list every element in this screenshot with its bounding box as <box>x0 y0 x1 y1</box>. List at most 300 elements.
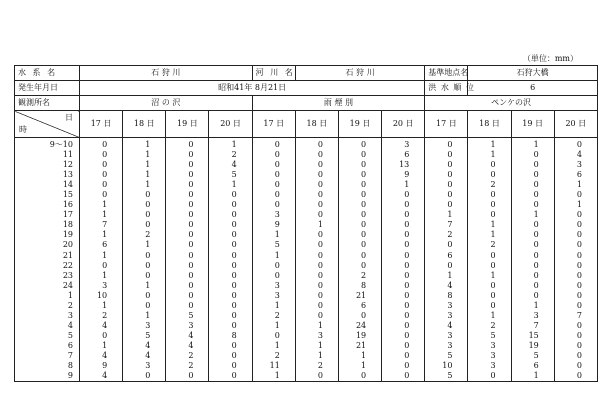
rainfall-value: 0 <box>576 371 582 381</box>
rainfall-value: 0 <box>274 180 280 190</box>
rainfall-value: 8 <box>361 280 367 290</box>
rainfall-value: 1 <box>533 140 539 149</box>
rainfall-value: 0 <box>102 150 108 160</box>
rainfall-value: 1 <box>145 180 151 190</box>
rainfall-value: 1 <box>490 230 496 240</box>
rainfall-value: 1 <box>274 320 280 330</box>
rainfall-value: 1 <box>576 200 582 210</box>
rainfall-value: 0 <box>533 230 539 240</box>
hour-label: 19 <box>62 230 73 240</box>
value-column <box>511 138 554 382</box>
day-header: 17 日 <box>80 111 123 138</box>
rainfall-value: 1 <box>447 210 453 220</box>
rainfall-value: 0 <box>533 260 539 270</box>
river-system-value: 石 狩 川 <box>80 66 253 81</box>
rainfall-value: 0 <box>231 210 237 220</box>
rainfall-value: 1 <box>317 350 323 360</box>
rainfall-value: 7 <box>576 310 582 320</box>
rainfall-value: 0 <box>231 250 237 260</box>
rainfall-value: 0 <box>102 140 108 149</box>
rainfall-value: 0 <box>188 270 194 280</box>
rainfall-value: 0 <box>102 330 108 340</box>
rainfall-value: 0 <box>361 170 367 180</box>
rainfall-value: 0 <box>533 250 539 260</box>
value-column <box>338 138 381 382</box>
rainfall-value: 0 <box>447 260 453 270</box>
rainfall-value: 0 <box>188 290 194 300</box>
rainfall-value: 0 <box>447 170 453 180</box>
rainfall-value: 3 <box>404 140 410 149</box>
station-name: ペンケの沢 <box>425 96 598 111</box>
value-column <box>425 138 468 382</box>
rainfall-value: 3 <box>188 320 194 330</box>
rainfall-value: 0 <box>361 140 367 149</box>
rainfall-value: 0 <box>145 210 151 220</box>
rainfall-value: 0 <box>576 240 582 250</box>
rainfall-value: 4 <box>188 330 194 340</box>
rainfall-value: 0 <box>274 330 280 340</box>
rainfall-value: 3 <box>447 340 453 350</box>
rainfall-value: 0 <box>361 230 367 240</box>
rainfall-value: 1 <box>145 280 151 290</box>
rainfall-value: 0 <box>317 270 323 280</box>
rainfall-value: 0 <box>576 210 582 220</box>
hour-label: 9 <box>67 371 73 381</box>
rainfall-value: 0 <box>231 361 237 371</box>
rainfall-value: 0 <box>317 140 323 149</box>
rainfall-value: 19 <box>528 340 539 350</box>
rainfall-value: 3 <box>447 310 453 320</box>
rainfall-value: 0 <box>361 150 367 160</box>
rainfall-value: 2 <box>447 230 453 240</box>
rainfall-value: 0 <box>188 210 194 220</box>
rainfall-value: 1 <box>145 310 151 320</box>
day-header: 18 日 <box>295 111 338 138</box>
rainfall-value: 2 <box>361 270 367 280</box>
rainfall-value: 5 <box>231 170 237 180</box>
header-row-2 <box>15 81 598 96</box>
rainfall-value: 0 <box>404 320 410 330</box>
rainfall-value: 1 <box>102 250 108 260</box>
rainfall-value: 1 <box>145 140 151 149</box>
rainfall-value: 1 <box>102 230 108 240</box>
day-header: 18 日 <box>123 111 166 138</box>
rainfall-value: 0 <box>231 290 237 300</box>
rainfall-value: 0 <box>274 170 280 180</box>
hour-label: 8 <box>67 361 73 371</box>
rainfall-value: 9 <box>102 361 108 371</box>
flood-rank-label: 洪 水 順 位 <box>425 81 468 96</box>
rainfall-value: 0 <box>404 190 410 200</box>
rainfall-value: 1 <box>447 270 453 280</box>
rainfall-value: 9 <box>404 170 410 180</box>
rainfall-value: 1 <box>317 220 323 230</box>
flood-rank-value: 6 <box>468 81 597 96</box>
hour-label: 24 <box>62 280 73 290</box>
rainfall-value: 6 <box>447 250 453 260</box>
rainfall-value: 0 <box>533 290 539 300</box>
rainfall-value: 4 <box>231 160 237 170</box>
date-value: 昭和41年 8月21日 <box>80 81 425 96</box>
rainfall-value: 1 <box>102 340 108 350</box>
rainfall-value: 10 <box>442 361 453 371</box>
rainfall-value: 3 <box>447 300 453 310</box>
rainfall-value: 0 <box>188 250 194 260</box>
header-row-1 <box>15 66 598 81</box>
rainfall-value: 1 <box>317 320 323 330</box>
rainfall-value: 0 <box>188 140 194 149</box>
rainfall-value: 0 <box>317 230 323 240</box>
rainfall-value: 13 <box>399 160 410 170</box>
rainfall-value: 0 <box>274 260 280 270</box>
station-row <box>15 96 598 111</box>
rainfall-value: 0 <box>404 260 410 270</box>
rainfall-value: 0 <box>231 200 237 210</box>
rainfall-value: 0 <box>404 350 410 360</box>
rainfall-value: 0 <box>404 240 410 250</box>
value-column <box>123 138 166 382</box>
rainfall-value: 0 <box>231 270 237 280</box>
rainfall-value: 0 <box>404 330 410 340</box>
rainfall-value: 0 <box>404 200 410 210</box>
rainfall-value: 1 <box>274 300 280 310</box>
rainfall-value: 2 <box>274 350 280 360</box>
rainfall-value: 0 <box>188 160 194 170</box>
rainfall-value: 0 <box>188 150 194 160</box>
rainfall-value: 0 <box>404 270 410 280</box>
rainfall-value: 0 <box>102 260 108 270</box>
value-column <box>252 138 295 382</box>
rainfall-value: 0 <box>361 371 367 381</box>
rainfall-value: 0 <box>576 250 582 260</box>
rainfall-value: 0 <box>576 140 582 149</box>
rainfall-value: 5 <box>447 371 453 381</box>
value-column <box>209 138 252 382</box>
rainfall-value: 0 <box>145 260 151 270</box>
hour-label: 15 <box>62 190 73 200</box>
rainfall-value: 0 <box>533 240 539 250</box>
rainfall-value: 0 <box>404 280 410 290</box>
rainfall-value: 1 <box>533 300 539 310</box>
rainfall-value: 0 <box>188 220 194 230</box>
rainfall-value: 0 <box>274 200 280 210</box>
hour-label: 6 <box>67 340 73 350</box>
rainfall-value: 0 <box>490 200 496 210</box>
station-name: 雨 煙 別 <box>252 96 425 111</box>
rainfall-value: 0 <box>231 240 237 250</box>
rainfall-value: 0 <box>533 160 539 170</box>
rainfall-value: 0 <box>490 160 496 170</box>
day-header: 19 日 <box>338 111 381 138</box>
rainfall-value: 3 <box>102 280 108 290</box>
day-header: 20 日 <box>382 111 425 138</box>
rainfall-value: 0 <box>145 270 151 280</box>
rainfall-value: 0 <box>188 230 194 240</box>
rainfall-value: 19 <box>355 330 367 340</box>
rainfall-value: 0 <box>188 190 194 200</box>
rainfall-value: 6 <box>576 170 582 180</box>
rainfall-value: 0 <box>490 371 496 381</box>
rainfall-value: 0 <box>576 270 582 280</box>
rainfall-value: 3 <box>145 320 151 330</box>
rainfall-value: 0 <box>404 230 410 240</box>
rainfall-value: 1 <box>274 230 280 240</box>
rainfall-value: 7 <box>102 220 108 230</box>
rainfall-value: 0 <box>490 190 496 200</box>
rainfall-value: 11 <box>269 361 280 371</box>
rainfall-value: 2 <box>188 361 194 371</box>
rainfall-value: 0 <box>447 190 453 200</box>
rainfall-value: 1 <box>274 371 280 381</box>
rainfall-value: 0 <box>188 240 194 250</box>
rainfall-value: 0 <box>102 180 108 190</box>
rainfall-value: 0 <box>317 300 323 310</box>
hour-label: 22 <box>62 260 73 270</box>
rainfall-value: 6 <box>102 240 108 250</box>
rainfall-value: 3 <box>576 160 582 170</box>
rainfall-value: 0 <box>361 180 367 190</box>
rainfall-value: 0 <box>317 250 323 260</box>
rainfall-value: 0 <box>145 290 151 300</box>
rainfall-value: 1 <box>145 170 151 180</box>
rainfall-value: 5 <box>533 350 539 360</box>
day-header: 20 日 <box>209 111 252 138</box>
rainfall-value: 0 <box>490 250 496 260</box>
rainfall-value: 0 <box>231 190 237 200</box>
rainfall-value: 1 <box>274 340 280 350</box>
rainfall-value: 1 <box>317 340 323 350</box>
hour-column <box>15 138 80 382</box>
rainfall-value: 3 <box>490 361 496 371</box>
rainfall-value: 0 <box>533 200 539 210</box>
rainfall-value: 1 <box>404 180 410 190</box>
rainfall-value: 4 <box>102 371 108 381</box>
hour-label: 20 <box>62 240 73 250</box>
rainfall-value: 2 <box>145 230 151 240</box>
rainfall-value: 0 <box>404 361 410 371</box>
rainfall-value: 0 <box>533 190 539 200</box>
rainfall-value: 0 <box>274 270 280 280</box>
rainfall-value: 0 <box>145 220 151 230</box>
rainfall-value: 5 <box>447 350 453 360</box>
rainfall-value: 0 <box>188 200 194 210</box>
rainfall-value: 3 <box>317 330 323 340</box>
rainfall-value: 3 <box>274 280 280 290</box>
rainfall-value: 1 <box>231 180 237 190</box>
rainfall-value: 0 <box>490 260 496 270</box>
rainfall-value: 0 <box>231 350 237 360</box>
rainfall-value: 0 <box>447 180 453 190</box>
rainfall-value: 0 <box>576 361 582 371</box>
river-name-value: 石 狩 川 <box>295 66 424 81</box>
rainfall-value: 1 <box>231 140 237 149</box>
rainfall-value: 0 <box>274 150 280 160</box>
rainfall-value: 0 <box>447 160 453 170</box>
rainfall-value: 4 <box>447 280 453 290</box>
rainfall-value: 2 <box>490 320 496 330</box>
rainfall-value: 2 <box>188 350 194 360</box>
rainfall-value: 0 <box>145 200 151 210</box>
rainfall-value: 4 <box>145 340 151 350</box>
hour-label: 2 <box>67 300 73 310</box>
value-column <box>554 138 597 382</box>
rainfall-value: 0 <box>102 170 108 180</box>
rainfall-value: 5 <box>145 330 151 340</box>
rainfall-value: 0 <box>404 340 410 350</box>
hourly-data-row <box>15 138 598 382</box>
rainfall-value: 6 <box>533 361 539 371</box>
rainfall-value: 1 <box>533 371 539 381</box>
rainfall-value: 4 <box>576 150 582 160</box>
rainfall-value: 5 <box>274 240 280 250</box>
hour-label: 14 <box>62 180 73 190</box>
rainfall-value: 0 <box>576 260 582 270</box>
rainfall-value: 0 <box>576 230 582 240</box>
date-label: 発生年月日 <box>15 81 80 96</box>
hour-label: 13 <box>62 170 73 180</box>
rainfall-value: 1 <box>102 210 108 220</box>
rainfall-value: 0 <box>317 260 323 270</box>
rainfall-value: 3 <box>490 340 496 350</box>
rainfall-value: 1 <box>145 150 151 160</box>
rainfall-value: 1 <box>490 220 496 230</box>
rainfall-value: 4 <box>447 320 453 330</box>
rainfall-value: 0 <box>490 300 496 310</box>
hour-label: 5 <box>67 330 73 340</box>
rainfall-value: 0 <box>533 270 539 280</box>
rainfall-value: 0 <box>576 350 582 360</box>
rainfall-value: 0 <box>533 180 539 190</box>
rainfall-value: 0 <box>274 140 280 149</box>
rainfall-value: 2 <box>490 180 496 190</box>
value-column <box>382 138 425 382</box>
rainfall-value: 0 <box>490 210 496 220</box>
rainfall-value: 0 <box>490 280 496 290</box>
rainfall-value: 0 <box>317 170 323 180</box>
rainfall-value: 2 <box>102 310 108 320</box>
rainfall-value: 1 <box>102 200 108 210</box>
rainfall-value: 0 <box>533 170 539 180</box>
rainfall-value: 0 <box>188 260 194 270</box>
rainfall-value: 2 <box>490 240 496 250</box>
rainfall-value: 3 <box>274 210 280 220</box>
day-header: 20 日 <box>554 111 597 138</box>
rainfall-value: 3 <box>490 350 496 360</box>
rainfall-value: 1 <box>145 160 151 170</box>
hour-label: 9～10 <box>49 140 73 149</box>
rainfall-value: 4 <box>102 320 108 330</box>
rainfall-value: 0 <box>231 300 237 310</box>
rainfall-value: 0 <box>490 170 496 180</box>
rainfall-value: 1 <box>490 140 496 149</box>
unit-label: （単位：mm） <box>522 54 578 63</box>
rainfall-value: 0 <box>533 150 539 160</box>
rainfall-value: 0 <box>361 260 367 270</box>
rainfall-value: 0 <box>361 200 367 210</box>
rainfall-value: 0 <box>447 150 453 160</box>
rainfall-value: 0 <box>231 371 237 381</box>
rainfall-value: 0 <box>404 210 410 220</box>
value-column <box>166 138 209 382</box>
rainfall-value: 0 <box>145 250 151 260</box>
rainfall-value: 0 <box>317 150 323 160</box>
hour-label: 23 <box>62 270 73 280</box>
rainfall-value: 2 <box>317 361 323 371</box>
value-column <box>80 138 123 382</box>
rainfall-value: 1 <box>145 240 151 250</box>
rainfall-value: 0 <box>404 310 410 320</box>
rainfall-value: 0 <box>145 190 151 200</box>
rainfall-value: 0 <box>274 190 280 200</box>
hour-label: 11 <box>62 150 73 160</box>
rainfall-value: 0 <box>361 190 367 200</box>
rainfall-value: 8 <box>447 290 453 300</box>
rainfall-value: 0 <box>317 280 323 290</box>
rainfall-value: 0 <box>361 210 367 220</box>
rainfall-value: 8 <box>231 330 237 340</box>
rainfall-value: 0 <box>231 340 237 350</box>
day-header-row <box>15 111 598 138</box>
rainfall-value: 0 <box>361 310 367 320</box>
rainfall-value: 5 <box>188 310 194 320</box>
corner-day-label: 日 <box>65 113 73 122</box>
corner-hour-label: 時 <box>19 125 27 134</box>
rainfall-value: 21 <box>355 290 367 300</box>
rainfall-value: 0 <box>576 280 582 290</box>
rainfall-value: 2 <box>274 310 280 320</box>
rainfall-value: 0 <box>231 320 237 330</box>
rainfall-value: 0 <box>231 280 237 290</box>
rainfall-value: 0 <box>317 160 323 170</box>
ref-point-value: 石狩大橋 <box>468 66 597 81</box>
rainfall-value: 0 <box>533 220 539 230</box>
value-column <box>468 138 511 382</box>
rainfall-value: 0 <box>533 280 539 290</box>
hour-label: 3 <box>67 310 73 320</box>
rainfall-value: 0 <box>317 240 323 250</box>
rainfall-value: 0 <box>231 310 237 320</box>
rainfall-value: 4 <box>145 350 151 360</box>
rainfall-value: 0 <box>317 190 323 200</box>
rainfall-value: 1 <box>361 350 367 360</box>
rainfall-value: 0 <box>361 160 367 170</box>
hour-label: 1 <box>67 290 73 300</box>
rainfall-value: 7 <box>533 320 539 330</box>
rainfall-value: 3 <box>274 290 280 300</box>
rainfall-value: 0 <box>317 180 323 190</box>
rainfall-value: 0 <box>317 210 323 220</box>
day-header: 19 日 <box>166 111 209 138</box>
day-header: 18 日 <box>468 111 511 138</box>
rainfall-value: 10 <box>96 290 108 300</box>
rainfall-value: 0 <box>317 200 323 210</box>
ref-point-label: 基準地点名 <box>425 66 468 81</box>
rainfall-value: 1 <box>576 180 582 190</box>
rainfall-value: 0 <box>447 240 453 250</box>
rainfall-value: 1 <box>490 310 496 320</box>
rainfall-value: 0 <box>317 371 323 381</box>
rainfall-value: 7 <box>447 220 453 230</box>
rainfall-value: 0 <box>145 371 151 381</box>
hour-label: 16 <box>62 200 73 210</box>
rainfall-value: 0 <box>361 250 367 260</box>
hour-label: 4 <box>67 320 73 330</box>
rainfall-value: 0 <box>317 310 323 320</box>
rainfall-value: 0 <box>231 260 237 270</box>
rainfall-value: 0 <box>102 190 108 200</box>
day-header: 17 日 <box>252 111 295 138</box>
rainfall-value: 0 <box>404 220 410 230</box>
